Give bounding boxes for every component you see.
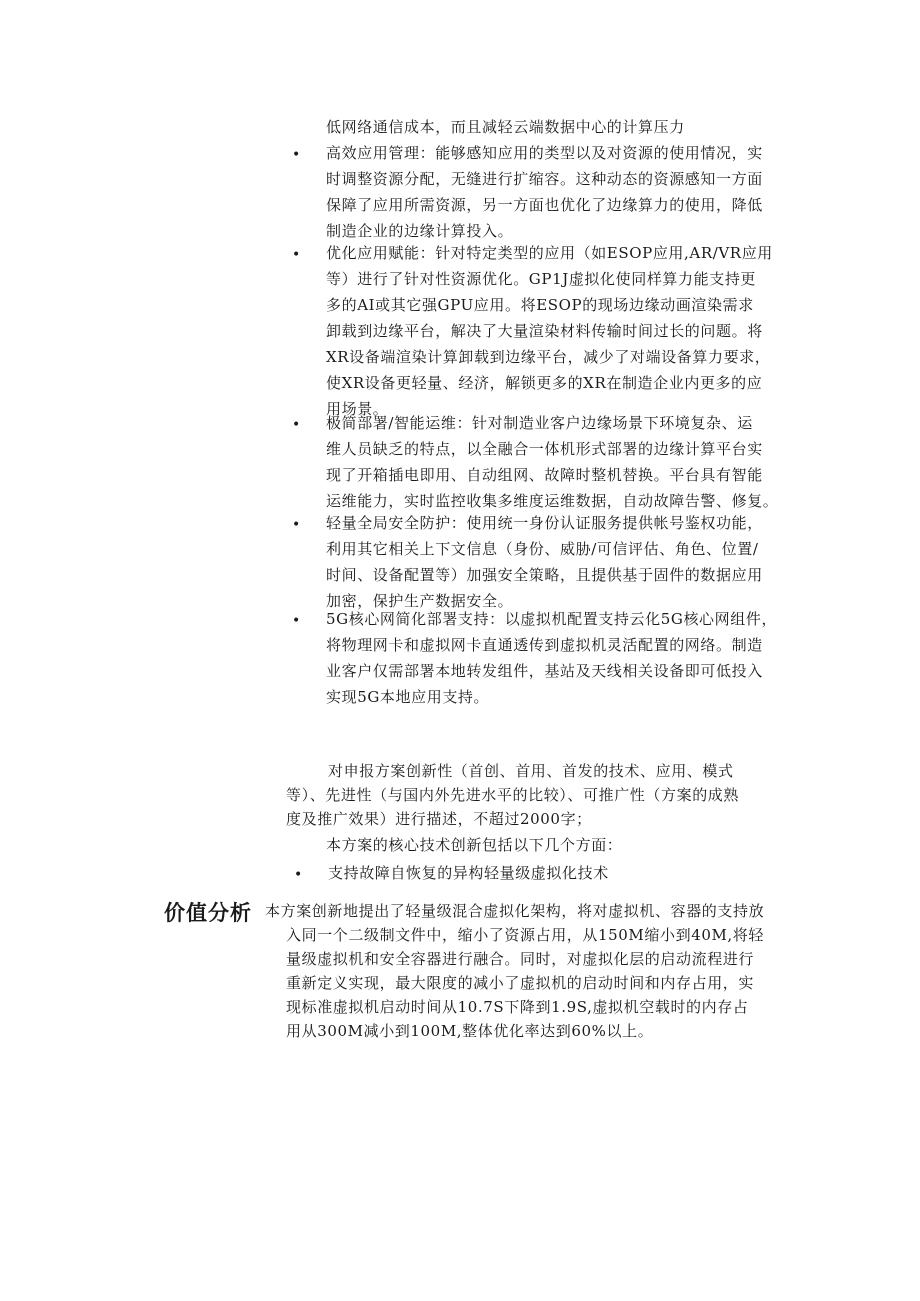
bullet-line: 极简部署/智能运维：针对制造业客户边缘场景下环境复杂、运 bbox=[326, 414, 753, 432]
bullet-marker: • bbox=[292, 247, 301, 263]
value-line: 用从300M减小到100M,整体优化率达到60%以上。 bbox=[286, 1022, 654, 1040]
bullet-marker: • bbox=[292, 613, 301, 629]
section-heading: 价值分析 bbox=[164, 901, 252, 925]
value-line: 量级虚拟机和安全容器进行融合。同时，对虚拟化层的启动流程进行 bbox=[286, 950, 755, 968]
bullet-item-app-optimization bbox=[326, 240, 773, 422]
bullet-line: 业客户仅需部署本地转发组件，基站及天线相关设备即可低投入 bbox=[326, 662, 763, 680]
value-line: 重新定义实现，最大限度的减小了虚拟机的启动时间和内存占用，实 bbox=[286, 974, 755, 992]
bullet-marker: • bbox=[292, 147, 301, 163]
bullet-line: 现了开箱插电即用、自动组网、故障时整机替换。平台具有智能 bbox=[326, 466, 763, 484]
bullet-item-app-management bbox=[326, 140, 763, 244]
core-bullet-text: 支持故障自恢复的异构轻量级虚拟化技术 bbox=[328, 864, 609, 882]
bullet-line: 实现5G本地应用支持。 bbox=[326, 688, 490, 706]
value-line: 入同一个二级制文件中，缩小了资源占用，从150M缩小到40M,将轻 bbox=[286, 926, 765, 944]
bullet-item-security bbox=[326, 510, 763, 614]
bullet-line: 轻量全局安全防护：使用统一身份认证服务提供帐号鉴权功能， bbox=[326, 514, 763, 532]
bullet-line: 时调整资源分配，无缝进行扩缩容。这种动态的资源感知一方面 bbox=[326, 170, 763, 188]
bullet-line: 将物理网卡和虚拟网卡直通透传到虚拟机灵活配置的网络。制造 bbox=[326, 636, 763, 654]
bullet-line: 时间、设备配置等）加强安全策略，且提供基于固件的数据应用 bbox=[326, 566, 763, 584]
bullet-item-5g-core bbox=[326, 606, 777, 710]
bullet-line: 高效应用管理：能够感知应用的类型以及对资源的使用情况，实 bbox=[326, 144, 763, 162]
bullet-marker: • bbox=[292, 417, 301, 433]
bullet-item-deployment-ops bbox=[326, 410, 778, 514]
value-line: 本方案创新地提出了轻量级混合虚拟化架构，将对虚拟机、容器的支持放 bbox=[265, 902, 765, 920]
bullet-line: 加密，保护生产数据安全。 bbox=[326, 592, 514, 610]
intro-line: 低网络通信成本，而且减轻云端数据中心的计算压力 bbox=[326, 118, 685, 136]
core-intro: 本方案的核心技术创新包括以下几个方面： bbox=[326, 836, 623, 854]
bullet-line: 卸载到边缘平台，解决了大量渲染材料传输时间过长的问题。将 bbox=[326, 322, 763, 340]
bullet-marker: • bbox=[292, 517, 301, 533]
value-line: 现标准虚拟机启动时间从10.7S下降到1.9S,虚拟机空载时的内存占 bbox=[286, 998, 749, 1016]
prompt-line: 对申报方案创新性（首创、首用、首发的技术、应用、模式 bbox=[328, 762, 734, 780]
bullet-line: 多的AI或其它强GPU应用。将ESOP的现场边缘动画渲染需求 bbox=[326, 296, 754, 314]
bullet-line: 运维能力，实时监控收集多维度运维数据，自动故障告警、修复。 bbox=[326, 492, 779, 510]
prompt-line: 度及推广效果）进行描述，不超过2000字； bbox=[286, 810, 592, 828]
bullet-line: 用场景。 bbox=[326, 400, 389, 418]
bullet-line: 保障了应用所需资源，另一方面也优化了边缘算力的使用，降低 bbox=[326, 196, 763, 214]
bullet-line: 制造企业的边缘计算投入。 bbox=[326, 222, 514, 240]
bullet-line: 5G核心网简化部署支持：以虚拟机配置支持云化5G核心网组件， bbox=[326, 610, 778, 628]
bullet-line: XR设备端渲染计算卸载到边缘平台，减少了对端设备算力要求， bbox=[326, 348, 771, 366]
bullet-line: 维人员缺乏的特点，以全融合一体机形式部署的边缘计算平台实 bbox=[326, 440, 763, 458]
bullet-line: 使XR设备更轻量、经济，解锁更多的XR在制造企业内更多的应 bbox=[326, 374, 763, 392]
bullet-line: 利用其它相关上下文信息（身份、威胁/可信评估、角色、位置/ bbox=[326, 540, 759, 558]
bullet-line: 优化应用赋能：针对特定类型的应用（如ESOP应用,AR/VR应用 bbox=[326, 244, 773, 262]
bullet-line: 等）进行了针对性资源优化。GP1J虚拟化使同样算力能支持更 bbox=[326, 270, 757, 288]
prompt-line: 等）、先进性（与国内外先进水平的比较）、可推广性（方案的成熟 bbox=[286, 786, 740, 804]
bullet-marker: • bbox=[294, 867, 303, 883]
